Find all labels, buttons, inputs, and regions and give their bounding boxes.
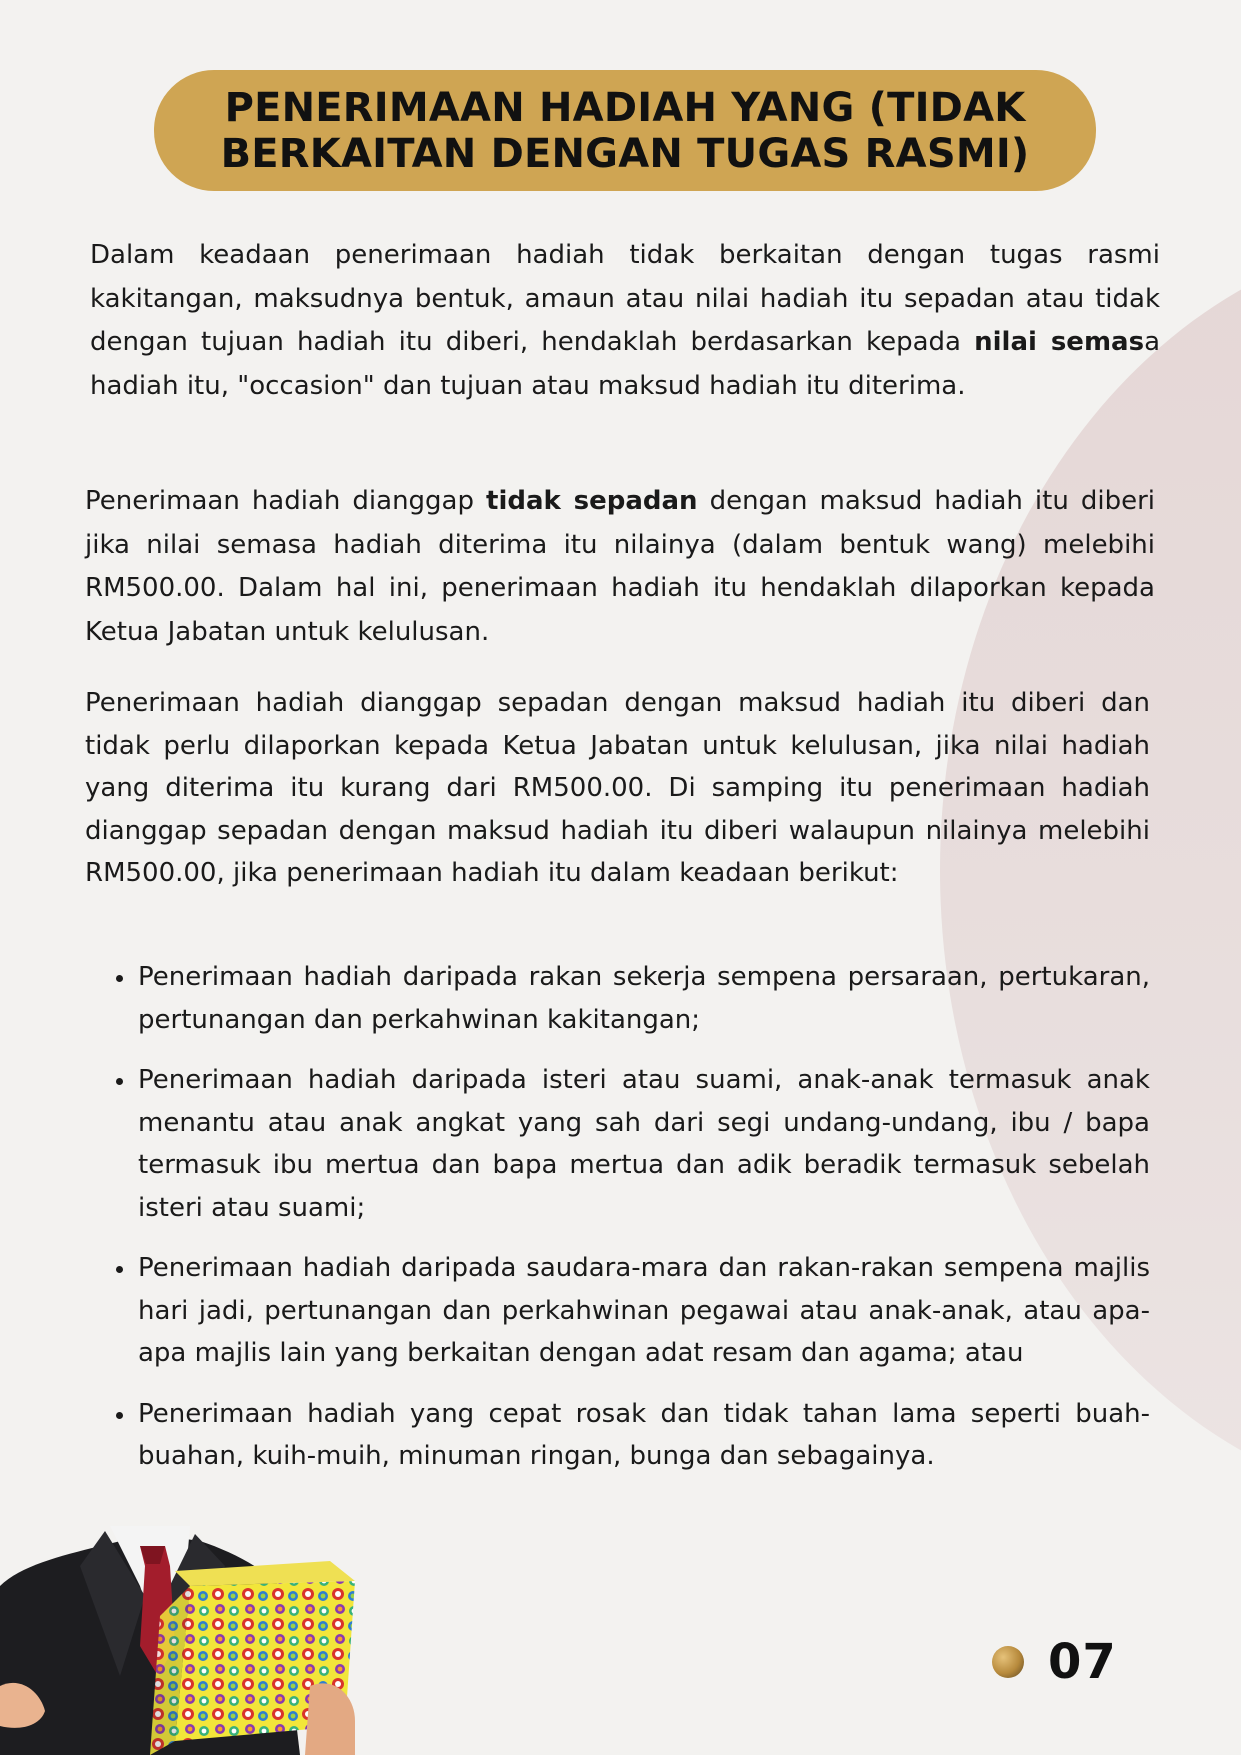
paragraph-2-bold: tidak sepadan bbox=[486, 486, 698, 516]
title-line-1: PENERIMAAN HADIAH YANG (TIDAK bbox=[224, 84, 1026, 131]
paragraph-1 bbox=[90, 234, 1160, 408]
paragraph-1-text-b: a hadiah itu, "occasion" dan tujuan atau maksud hadiah itu diterima. bbox=[90, 327, 1160, 401]
paragraph-2-text-a: Penerimaan hadiah dianggap bbox=[85, 486, 487, 516]
page-title bbox=[221, 85, 1030, 177]
list-item: Penerimaan hadiah yang cepat rosak dan tidak tahan lama seperti buah-buahan, kuih-muih, minuman ringan, bunga dan sebagainya. bbox=[112, 1393, 1150, 1478]
paragraph-2-text-b: dengan maksud hadiah itu diberi jika nilai semasa hadiah diterima itu nilainya (dalam bentuk wang) melebihi RM500.00. Dalam hal ini, penerimaan hadiah itu hendaklah dilaporkan kepada Ketua Jabatan untuk kelulusan. bbox=[85, 486, 1155, 647]
bullet-list bbox=[112, 956, 1150, 1496]
list-item: Penerimaan hadiah daripada rakan sekerja sempena persaraan, pertukaran, pertunangan dan perkahwinan kakitangan; bbox=[112, 956, 1150, 1041]
paragraph-3 bbox=[85, 682, 1150, 895]
page-number-block bbox=[992, 1634, 1117, 1690]
list-item: Penerimaan hadiah daripada saudara-mara dan rakan-rakan sempena majlis hari jadi, pertunangan dan perkahwinan pegawai atau anak-anak, atau apa-apa majlis lain yang berkaitan dengan adat resam dan agama; atau bbox=[112, 1247, 1150, 1375]
businessman-gift-illustration bbox=[0, 1526, 360, 1755]
title-line-2: BERKAITAN DENGAN TUGAS RASMI) bbox=[220, 130, 1030, 177]
page-dot-icon bbox=[992, 1646, 1024, 1678]
paragraph-1-bold: nilai semas bbox=[974, 327, 1145, 357]
paragraph-2 bbox=[85, 480, 1155, 654]
paragraph-1-text-a: Dalam keadaan penerimaan hadiah tidak berkaitan dengan tugas rasmi kakitangan, maksudnya bentuk, amaun atau nilai hadiah itu sepadan atau tidak dengan tujuan hadiah itu diberi, hendaklah berdasarkan kepada bbox=[90, 240, 1160, 357]
title-banner bbox=[154, 70, 1096, 191]
paragraph-3-text: Penerimaan hadiah dianggap sepadan dengan maksud hadiah itu diberi dan tidak perlu dilaporkan kepada Ketua Jabatan untuk kelulusan, jika nilai hadiah yang diterima itu kurang dari RM500.00. Di samping itu penerimaan hadiah dianggap sepadan dengan maksud hadiah itu diberi walaupun nilainya melebihi RM500.00, jika penerimaan hadiah itu dalam keadaan berikut: bbox=[85, 688, 1150, 888]
list-item: Penerimaan hadiah daripada isteri atau suami, anak-anak termasuk anak menantu atau anak angkat yang sah dari segi undang-undang, ibu / bapa termasuk ibu mertua dan bapa mertua dan adik beradik termasuk sebelah isteri atau suami; bbox=[112, 1059, 1150, 1229]
page-number: 07 bbox=[1048, 1634, 1117, 1690]
